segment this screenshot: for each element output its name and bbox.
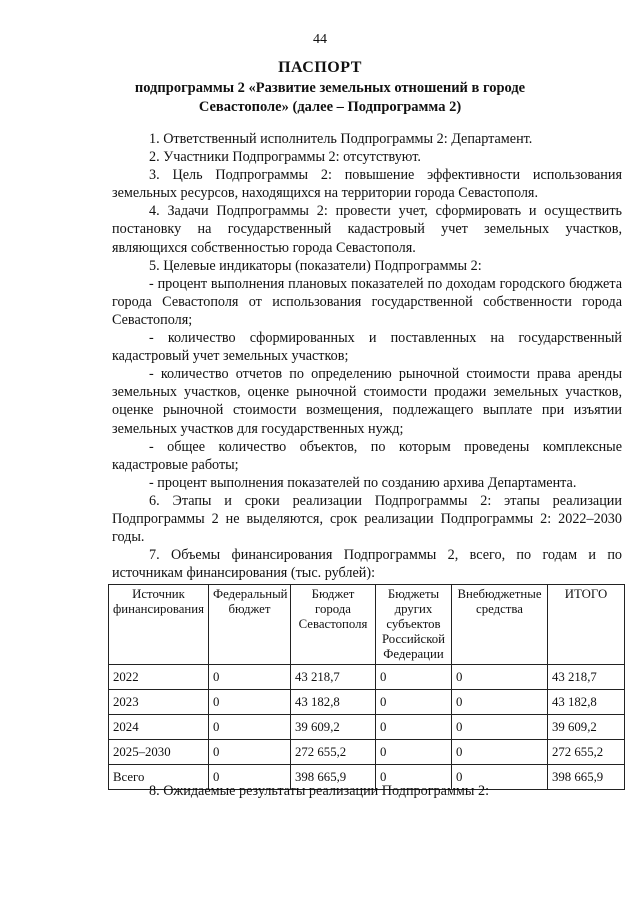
table-cell: 39 609,2 <box>291 715 376 740</box>
paragraph: - процент выполнения показателей по созданию архива Департамента. <box>149 474 577 491</box>
table-cell: 43 182,8 <box>548 690 625 715</box>
paragraph: 7. Объемы финансирования Подпрограммы 2, всего, по годам и по источникам финансирования (тыс. рублей): <box>112 547 622 582</box>
table-header-row <box>109 585 625 665</box>
table-cell: 2022 <box>109 665 209 690</box>
table-cell: 39 609,2 <box>548 715 625 740</box>
table-row <box>109 740 625 765</box>
paragraph: 3. Цель Подпрограммы 2: повышение эффективности использования земельных ресурсов, находящихся на территории города Севастополя. <box>112 167 622 202</box>
financing-table <box>108 584 625 790</box>
subtitle-line: Севастополе» (далее – Подпрограмма 2) <box>198 99 462 115</box>
table-cell: 0 <box>209 765 291 790</box>
table-cell: 0 <box>452 765 548 790</box>
paragraph: 4. Задачи Подпрограммы 2: провести учет, сформировать и осуществить постановку на государственный кадастровый учет земельных участков, являющихся собственностью города Севастополя. <box>112 203 622 256</box>
column-header: ИТОГО <box>548 585 625 665</box>
table-cell: 43 218,7 <box>291 665 376 690</box>
column-header: Источник финансирования <box>109 585 209 665</box>
table-cell: 0 <box>452 740 548 765</box>
document-subtitle <box>115 79 545 117</box>
table-row <box>109 715 625 740</box>
table-cell: 43 182,8 <box>291 690 376 715</box>
table-cell: 0 <box>209 715 291 740</box>
paragraph: 2. Участники Подпрограммы 2: отсутствуют. <box>149 149 421 166</box>
column-header: Федеральный бюджет <box>209 585 291 665</box>
document-body <box>112 130 622 582</box>
paragraph: - общее количество объектов, по которым проведены комплексные кадастровые работы; <box>112 438 622 473</box>
document-title: ПАСПОРТ <box>278 59 362 76</box>
paragraph: - процент выполнения плановых показателей по доходам городского бюджета города Севастополя от использования государственной собственности города Севастополя; <box>112 275 622 328</box>
table-cell: 398 665,9 <box>548 765 625 790</box>
table-cell: 0 <box>376 665 452 690</box>
table-cell: 43 218,7 <box>548 665 625 690</box>
column-header: Бюджет города Севастополя <box>291 585 376 665</box>
paragraph: - количество отчетов по определению рыночной стоимости права аренды земельных участков, оценке рыночной стоимости продажи земельных участков, оценке рыночной стоимости возмещения, подлежащего выплате при изъятии земельных участков для государственных нужд; <box>112 366 622 437</box>
paragraph: 6. Этапы и сроки реализации Подпрограммы 2: этапы реализации Подпрограммы 2 не выделяются, срок реализации Подпрограммы 2: 2022–2030 годы. <box>112 492 622 546</box>
paragraph: - количество сформированных и поставленных на государственный кадастровый учет земельных участков; <box>112 330 622 365</box>
column-header: Бюджеты других субъектов Российской Федерации <box>376 585 452 665</box>
table-cell: 2024 <box>109 715 209 740</box>
table-cell: 0 <box>376 690 452 715</box>
table-cell: 0 <box>209 690 291 715</box>
table-cell: 2023 <box>109 690 209 715</box>
table-cell: 2025–2030 <box>109 740 209 765</box>
table-cell: 0 <box>376 765 452 790</box>
table-cell: 0 <box>452 715 548 740</box>
section-heading: 8. Ожидаемые результаты реализации Подпрограммы 2: <box>149 783 490 799</box>
paragraph: 5. Целевые индикаторы (показатели) Подпрограммы 2: <box>149 257 482 274</box>
subtitle-line: подпрограммы 2 «Развитие земельных отношений в городе <box>134 80 526 96</box>
table-cell: 0 <box>209 740 291 765</box>
column-header: Внебюджетные средства <box>452 585 548 665</box>
table-cell: 0 <box>209 665 291 690</box>
table-cell: 272 655,2 <box>291 740 376 765</box>
table-cell: 0 <box>376 740 452 765</box>
table-row <box>109 690 625 715</box>
table-cell: 0 <box>452 690 548 715</box>
paragraph: 1. Ответственный исполнитель Подпрограммы 2: Департамент. <box>149 131 533 147</box>
table-cell: 0 <box>452 665 548 690</box>
table-cell: 272 655,2 <box>548 740 625 765</box>
table-cell: 398 665,9 <box>291 765 376 790</box>
table-cell: Всего <box>109 765 209 790</box>
table-cell: 0 <box>376 715 452 740</box>
table-row <box>109 665 625 690</box>
page-number: 44 <box>313 32 327 47</box>
